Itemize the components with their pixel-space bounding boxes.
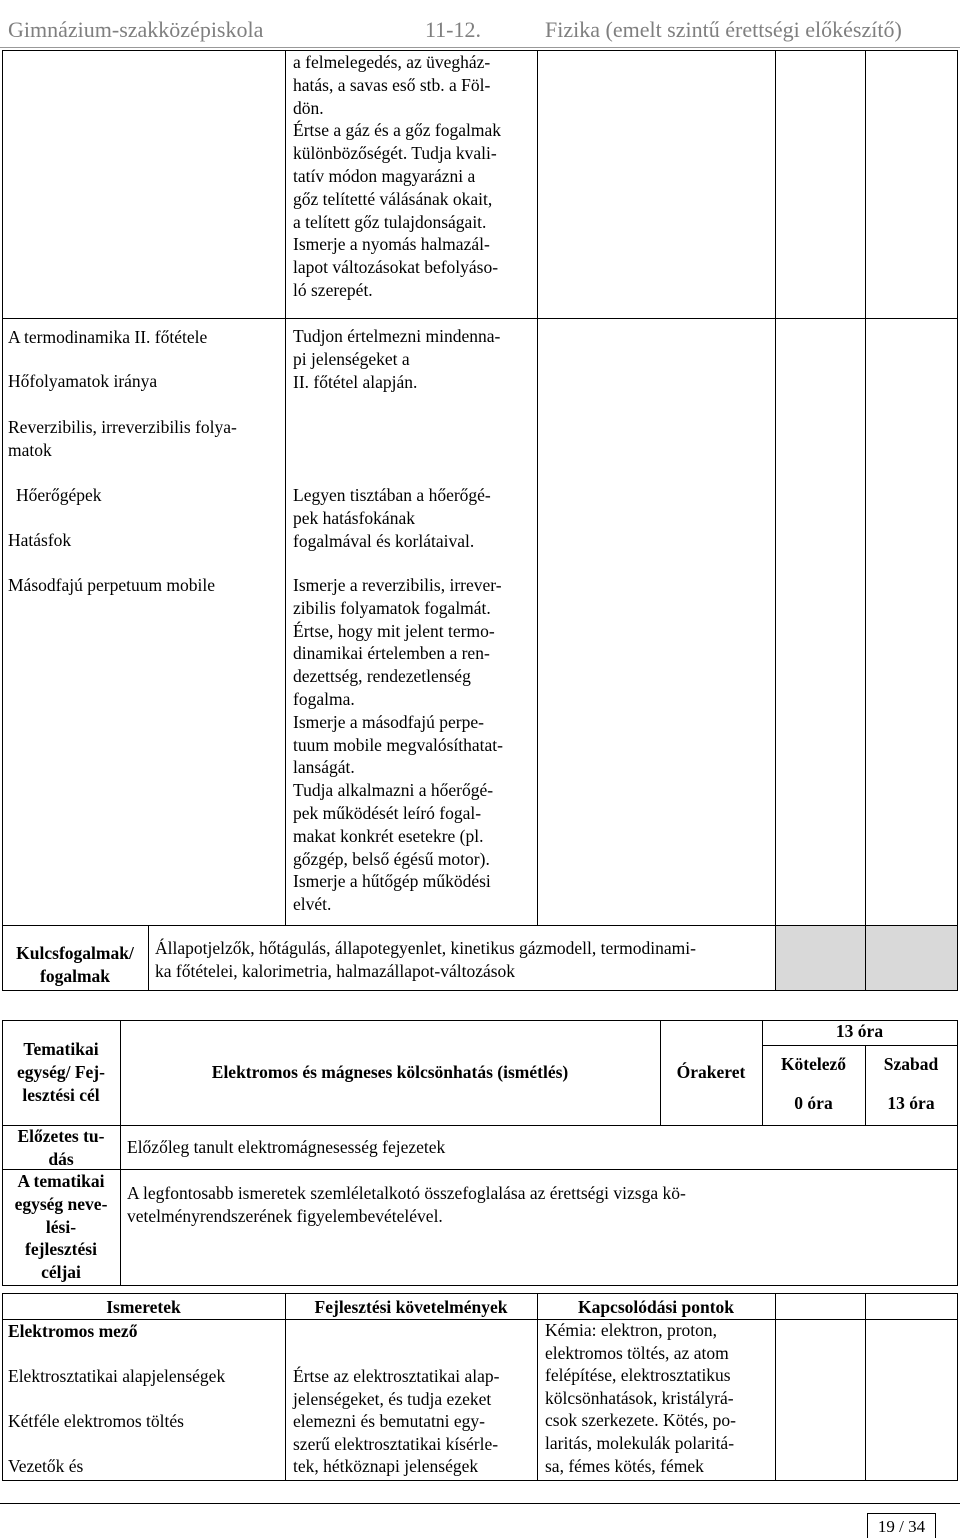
table-border	[2, 990, 958, 991]
table-border	[537, 50, 538, 925]
text-line: különbözőségét. Tudja kvali-	[293, 143, 497, 164]
table-border	[2, 1285, 958, 1286]
text-line: tek, hétköznapi jelenségek	[293, 1456, 479, 1477]
table-border	[537, 1293, 538, 1481]
text-line: II. főtétel alapján.	[293, 371, 418, 392]
text-line: ló szerepét.	[293, 279, 373, 300]
text-line: Értse, hogy mit jelent termo-	[293, 620, 495, 641]
text-line: a telített gőz tulajdonságait.	[293, 211, 487, 232]
column-header-knowledge: Ismeretek	[106, 1297, 181, 1317]
text-line: Hatásfok	[8, 530, 72, 550]
footer-rule	[0, 1503, 960, 1504]
text-line: Hőfolyamatok iránya	[8, 371, 158, 391]
header-subject: Fizika (emelt szintű érettségi előkészítő)	[545, 17, 902, 42]
text-line: Állapotjelzők, hőtágulás, állapotegyenlet, kinetikus gázmodell, termodinami-	[155, 938, 696, 958]
requirements-cell	[293, 51, 501, 302]
text-line: fogalma.	[293, 688, 355, 709]
text-line: sa, fémes kötés, fémek	[545, 1455, 704, 1476]
key-concepts-label	[2, 942, 148, 988]
text-line: A legfontosabb ismeretek szemléletalkotó összefoglalása az érettségi vizsga kö-	[127, 1183, 686, 1203]
table-border	[957, 50, 958, 991]
topic-item	[8, 574, 215, 597]
connections-cell	[545, 1319, 736, 1477]
table-border	[2, 1293, 958, 1294]
unit-label	[2, 1038, 120, 1106]
text-line: dezettség, rendezetlenség	[293, 666, 471, 687]
column-header-requirements: Fejlesztési követelmények	[314, 1297, 508, 1317]
text-line: szerű elektrosztatikai kísérle-	[293, 1433, 499, 1454]
text-line: Kulcsfogalmak/	[16, 943, 134, 963]
text-line: Értse az elektrosztatikai alap-	[293, 1366, 500, 1386]
text-line: lési-	[45, 1216, 77, 1237]
topic-item	[8, 529, 71, 552]
text-line: csok szerkezete. Kötés, po-	[545, 1410, 736, 1431]
text-line: vetelményrendszerének figyelembevételével.	[127, 1205, 443, 1226]
text-line: Előzetes tu-	[17, 1126, 105, 1146]
text-line: fogalmak	[40, 965, 110, 986]
mandatory-label: Kötelező	[780, 1054, 847, 1074]
table-border	[285, 50, 286, 925]
topic-item	[8, 370, 157, 393]
text-line: elemezni és bemutatni egy-	[293, 1411, 485, 1432]
table-border	[775, 50, 776, 991]
text-line: matok	[8, 439, 52, 460]
knowledge-item: Elektrosztatikai alapjelenségek	[8, 1366, 226, 1386]
requirements-cell	[293, 325, 500, 393]
topic-item	[8, 416, 237, 462]
table-border	[957, 1020, 958, 1286]
table-border	[2, 318, 958, 319]
topic-item	[16, 484, 102, 507]
table-border	[2, 50, 3, 991]
prior-knowledge-label	[2, 1125, 120, 1171]
prior-knowledge-text: Előzőleg tanult elektromágnesesség fejezetek	[127, 1137, 446, 1157]
text-line: jelenségeket, és tudja ezeket	[293, 1388, 492, 1409]
goals-label	[2, 1170, 120, 1284]
text-line: egység/ Fej-	[17, 1061, 105, 1082]
table-border	[775, 1293, 776, 1481]
table-border	[2, 925, 958, 926]
text-line: Ismerje a másodfajú perpe-	[293, 711, 484, 732]
table-border	[2, 1293, 3, 1481]
goals-text	[127, 1182, 686, 1228]
text-line: lapot változásokat befolyáso-	[293, 257, 499, 278]
text-line: elvét.	[293, 894, 332, 915]
text-line: Ismerje a reverzibilis, irrever-	[293, 575, 502, 595]
text-line: Értse a gáz és a gőz fogalmak	[293, 120, 501, 141]
text-line: pek hatásfokának	[293, 507, 415, 528]
shaded-cell	[776, 926, 957, 990]
text-line: gőz telítetté válásának okait,	[293, 188, 493, 209]
text-line: Kémia: elektron, proton,	[545, 1320, 718, 1340]
text-line: Ismerje a hűtőgép működési	[293, 871, 491, 892]
text-line: pi jelenségeket a	[293, 348, 410, 369]
text-line: ka főtételei, kalorimetria, halmazállapot-változások	[155, 960, 516, 981]
table-border	[148, 925, 149, 990]
table-border	[762, 1045, 958, 1046]
text-line: hatás, a savas eső stb. a Föl-	[293, 74, 491, 95]
requirements-cell	[293, 574, 503, 916]
free-label: Szabad	[883, 1054, 939, 1074]
table-border	[2, 1169, 958, 1170]
text-line: zibilis folyamatok fogalmát.	[293, 597, 491, 618]
text-line: fejlesztési	[25, 1239, 97, 1260]
text-line: A tematikai	[17, 1171, 105, 1191]
text-line: dön.	[293, 97, 324, 118]
text-line: Reverzibilis, irreverzibilis folya-	[8, 417, 237, 437]
hours-total: 13 óra	[835, 1021, 884, 1041]
text-line: Másodfajú perpetuum mobile	[8, 575, 216, 595]
knowledge-heading: Elektromos mező	[8, 1321, 138, 1341]
text-line: tuum mobile megvalósíthatat-	[293, 734, 503, 755]
requirements-cell	[293, 1365, 500, 1478]
text-line: pek működését leíró fogal-	[293, 802, 482, 823]
table-border	[865, 50, 866, 991]
table-border	[285, 1293, 286, 1481]
text-line: makat konkrét esetekre (pl.	[293, 825, 484, 846]
table-border	[2, 1125, 958, 1126]
table-border	[120, 1020, 121, 1286]
table-border	[865, 1293, 866, 1481]
table-border	[957, 1293, 958, 1481]
free-hours: 13 óra	[887, 1093, 935, 1113]
header-grade: 11-12.	[425, 17, 482, 42]
unit-title: Elektromos és mágneses kölcsönhatás (ismétlés)	[211, 1062, 569, 1082]
header-rule	[0, 47, 960, 48]
hours-label: Órakeret	[676, 1062, 746, 1082]
text-line: elektromos töltés, az atom	[545, 1342, 729, 1363]
text-line: egység neve-	[14, 1193, 108, 1214]
text-line: dinamikai értelemben a ren-	[293, 643, 490, 664]
table-border	[2, 1480, 958, 1481]
header-school: Gimnázium-szakközépiskola	[8, 17, 264, 42]
knowledge-item: Vezetők és	[8, 1456, 84, 1476]
text-line: Tematikai	[23, 1039, 99, 1059]
requirements-cell	[293, 484, 491, 552]
text-line: a felmelegedés, az üvegház-	[293, 52, 491, 72]
text-line: A termodinamika II. főtétele	[8, 327, 208, 347]
text-line: céljai	[41, 1262, 81, 1283]
text-line: laritás, molekulák polaritá-	[545, 1432, 735, 1453]
table-border	[2, 1319, 958, 1320]
key-concepts-text	[155, 937, 696, 983]
text-line: Ismerje a nyomás halmazál-	[293, 234, 490, 255]
knowledge-item: Kétféle elektromos töltés	[8, 1411, 184, 1431]
text-line: Tudjon értelmezni mindenna-	[293, 326, 501, 346]
text-line: kölcsönhatások, kristályrá-	[545, 1387, 734, 1408]
text-line: Hőerőgépek	[16, 485, 102, 505]
mandatory-hours: 0 óra	[794, 1093, 833, 1113]
page-number: 19 / 34	[867, 1513, 936, 1538]
text-line: fogalmával és korlátaival.	[293, 530, 475, 551]
text-line: Legyen tisztában a hőerőgé-	[293, 485, 491, 505]
text-line: tatív módon magyarázni a	[293, 165, 476, 186]
column-header-connections: Kapcsolódási pontok	[577, 1297, 735, 1317]
text-line: Tudja alkalmazni a hőerőgé-	[293, 780, 494, 801]
text-line: lesztési cél	[22, 1084, 100, 1105]
text-line: felépítése, elektrosztatikus	[545, 1365, 731, 1386]
text-line: dás	[48, 1148, 74, 1169]
topic-item	[8, 326, 207, 349]
text-line: gőzgép, belső égésű motor).	[293, 848, 490, 869]
text-line: lanságát.	[293, 757, 355, 778]
